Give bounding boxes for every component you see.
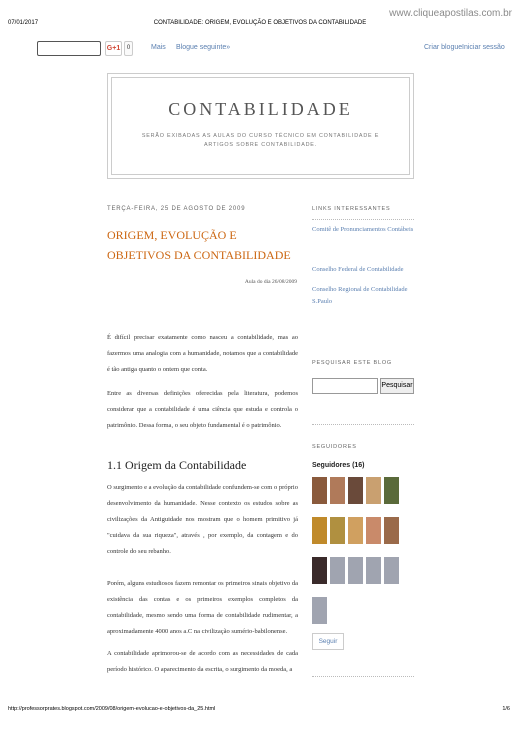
navbar-search-input[interactable] xyxy=(37,41,101,56)
blog-header xyxy=(107,73,414,179)
divider xyxy=(312,676,414,677)
follower-avatar[interactable] xyxy=(348,517,363,544)
follower-avatar[interactable] xyxy=(384,557,399,584)
print-page-title: CONTABILIDADE: ORIGEM, EVOLUÇÃO E OBJETIVOS DA CONTABILIDADE xyxy=(153,20,367,26)
create-blog-link[interactable]: Criar blogue xyxy=(424,44,463,51)
followers-heading: SEGUIDORES xyxy=(312,444,357,450)
next-blog-link[interactable]: Blogue seguinte» xyxy=(176,44,231,51)
follower-avatar[interactable] xyxy=(366,557,381,584)
print-date: 07/01/2017 xyxy=(8,20,39,26)
sidebar-link-cfc[interactable]: Conselho Federal de Contabilidade xyxy=(312,266,404,273)
gplus-button[interactable]: G+1 xyxy=(105,41,122,56)
blog-search-button[interactable]: Pesquisar xyxy=(380,378,414,394)
follower-avatar[interactable] xyxy=(330,477,345,504)
divider xyxy=(312,424,414,425)
intro-paragraph: É difícil precisar exatamente como nasceu a contabilidade, mas ao fazermos uma analogia com a humanidade, notamos que a contabilidade é tão antiga quanto o ontem que conta. xyxy=(107,334,298,373)
search-heading: PESQUISAR ESTE BLOG xyxy=(312,360,392,366)
print-page-number: 1/6 xyxy=(502,706,510,712)
follow-button[interactable]: Seguir xyxy=(312,633,344,650)
more-link[interactable]: Mais xyxy=(151,44,166,51)
blog-header-inner xyxy=(111,77,410,175)
intro-paragraph: Entre as diversas definições oferecidas pela literatura, podemos considerar que a contabilidade é uma ciência que estuda e controla o patrimônio. Dessa forma, o seu objeto fundamental é o patrimônio. xyxy=(107,390,298,429)
divider xyxy=(312,219,414,220)
followers-title: Seguidores (16) xyxy=(312,462,365,469)
post-subtitle: Aula do dia 26/08/2009 xyxy=(244,279,297,285)
follower-avatar[interactable] xyxy=(312,597,327,624)
blog-search-input[interactable] xyxy=(312,378,378,394)
watermark: www.cliqueapostilas.com.br xyxy=(389,8,512,19)
post-date: TERÇA-FEIRA, 25 DE AGOSTO DE 2009 xyxy=(107,206,246,212)
gplus-count: 0 xyxy=(124,41,133,56)
section-paragraph: O surgimento e a evolução da contabilidade confundem-se com o próprio desenvolvimento da humanidade. Nesse contexto os estudos sobre as civilizações da Antiguidade nos mostram que o homem primitivo já "cuidava da sua riqueza", através , por exemplo, da contagem e do controle do seu rebanho. xyxy=(107,484,298,555)
follower-avatar[interactable] xyxy=(366,517,381,544)
blog-description: SERÃO EXIBADAS AS AULAS DO CURSO TÉCNICO EM CONTABILIDADE E ARTIGOS SOBRE CONTABILIDADE. xyxy=(141,133,380,148)
follower-avatar[interactable] xyxy=(348,557,363,584)
follower-avatar[interactable] xyxy=(330,517,345,544)
follower-avatar[interactable] xyxy=(330,557,345,584)
follower-avatar[interactable] xyxy=(312,517,327,544)
follower-avatar[interactable] xyxy=(348,477,363,504)
follower-avatar[interactable] xyxy=(384,477,399,504)
post-title[interactable]: ORIGEM, EVOLUÇÃO E OBJETIVOS DA CONTABILIDADE xyxy=(107,228,291,262)
blog-title[interactable]: CONTABILIDADE xyxy=(168,99,353,119)
follower-avatar[interactable] xyxy=(312,477,327,504)
blogger-navbar xyxy=(0,38,520,60)
section-paragraph: Porém, alguns estudiosos fazem remontar os primeiros sinais objetivo da existência das contas e os primeiros exemplos completos da contabilidade, mesmo sendo uma forma de contabilidade rudimentar, a aproximadamente 4000 anos a.C na civilização sumério-babilonense. xyxy=(107,580,298,635)
section-heading: 1.1 Origem da Contabilidade xyxy=(107,458,247,472)
follower-avatar[interactable] xyxy=(366,477,381,504)
links-heading: LINKS INTERESSANTES xyxy=(312,206,391,212)
sidebar-link-cpc[interactable]: Comitê de Pronunciamentos Contábeis xyxy=(312,226,414,233)
print-footer-url: http://professorprates.blogspot.com/2009/08/origem-evolucao-e-objetivos-da_25.html xyxy=(8,706,216,712)
sign-in-link[interactable]: Iniciar sessão xyxy=(462,44,505,51)
section-paragraph: A contabilidade aprimorou-se de acordo com as necessidades de cada período histórico. O aparecimento da escrita, o surgimento da moeda, a xyxy=(107,650,298,673)
follower-avatar[interactable] xyxy=(312,557,327,584)
follower-avatar[interactable] xyxy=(384,517,399,544)
sidebar-link-crc[interactable]: Conselho Regional de Contabilidade S.Paulo xyxy=(312,286,408,305)
